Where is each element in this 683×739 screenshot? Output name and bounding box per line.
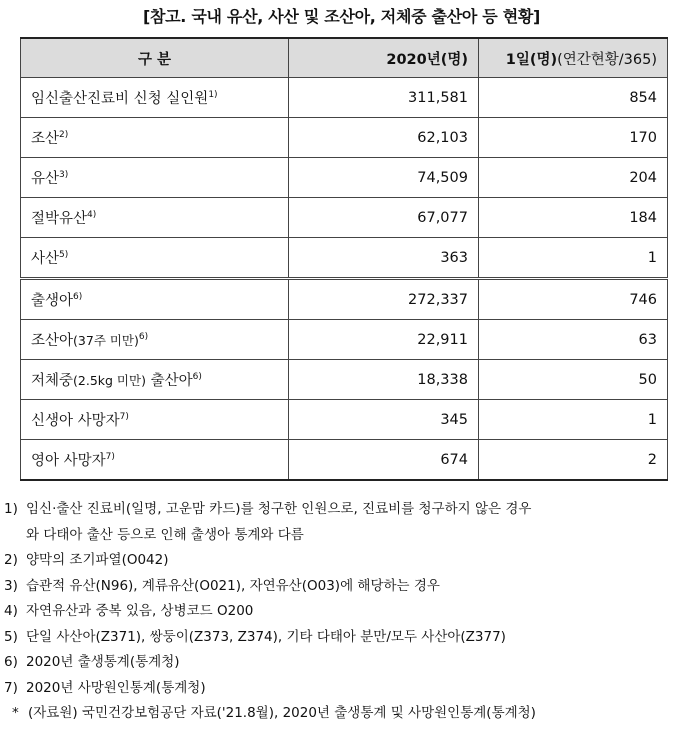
row-label: [21, 400, 289, 440]
footnote-item: [4, 701, 680, 727]
footnote-item: [4, 625, 680, 651]
footnote-text: 임신·출산 진료비(일명, 고운맘 카드)를 청구한 인원으로, 진료비를 청구하지 않은 경우: [26, 501, 532, 517]
footnote-text: 2020년 출생통계(통계청): [26, 654, 180, 670]
value-daily: 746: [479, 279, 668, 320]
row-label-text: 출생아: [31, 293, 74, 309]
table-row: [21, 440, 668, 481]
value-2020: 22,911: [289, 320, 479, 360]
footnote-text-wrap: [26, 650, 180, 676]
footnote-ref: 4): [87, 210, 97, 221]
table-row: [21, 400, 668, 440]
row-label-qualifier: (37주 미만): [73, 333, 139, 348]
footnote-text-wrap: [26, 574, 440, 600]
row-label-text: 유산: [31, 171, 60, 187]
footnote-number: 1): [4, 501, 18, 517]
footnote-item: [4, 676, 680, 702]
footnote-text-wrap: [26, 625, 506, 651]
value-2020: 62,103: [289, 118, 479, 158]
page-title: [참고. 국내 유산, 사산 및 조산아, 저체중 출산아 등 현황]: [142, 7, 541, 26]
footnote-number: 3): [4, 577, 18, 594]
value-2020: 74,509: [289, 158, 479, 198]
footnote-ref: 6): [138, 332, 149, 343]
row-label-text: 조산: [31, 131, 60, 147]
footnote-text-wrap: [26, 548, 169, 574]
row-label-text: 절박유산: [31, 211, 88, 227]
table-row: [21, 279, 668, 320]
footnote-text: (자료원) 국민건강보험공단 자료('21.8월), 2020년 출생통계 및 사망원인통계(통계청): [28, 705, 536, 721]
footnote-text: 자연유산과 중복 있음, 상병코드 O200: [26, 603, 254, 619]
value-2020: 311,581: [289, 78, 479, 118]
value-daily: 1: [479, 400, 668, 440]
row-label-text: 저체중: [31, 373, 74, 389]
table-row: [21, 118, 668, 158]
footnote-text-wrap: [26, 599, 253, 625]
value-2020: 674: [289, 440, 479, 481]
header-category: 구 분: [21, 38, 289, 78]
value-2020: 18,338: [289, 360, 479, 400]
footnote-ref: 3): [59, 170, 69, 181]
footnote-item: [4, 599, 680, 625]
table-row: [21, 198, 668, 238]
table-row: [21, 320, 668, 360]
footnote-ref: 6): [73, 292, 83, 303]
footnote-text: 2020년 사망원인통계(통계청): [26, 679, 206, 696]
footnote-text-wrap: [26, 497, 531, 548]
value-daily: 1: [479, 238, 668, 279]
footnote-item: [4, 548, 680, 574]
footnote-text-continued: 와 다태아 출산 등으로 인해 출생아 통계와 다름: [26, 526, 304, 543]
row-label: [21, 279, 289, 320]
footnote-item: [4, 497, 680, 548]
footnote-ref: 5): [59, 250, 69, 261]
row-label-text: 사산: [31, 251, 60, 267]
row-label-text: 신생아 사망자: [31, 413, 120, 429]
value-2020: 272,337: [289, 279, 479, 320]
row-label: [21, 440, 289, 481]
footnote-text: 양막의 조기파열(O042): [26, 552, 169, 568]
row-label-tail: 출산아: [145, 373, 193, 389]
stats-table: [20, 37, 668, 481]
header-daily-bold: 1일(명): [505, 51, 558, 68]
row-label: [21, 360, 289, 400]
row-label: [21, 198, 289, 238]
value-2020: 67,077: [289, 198, 479, 238]
value-2020: 363: [289, 238, 479, 279]
value-daily: 170: [479, 118, 668, 158]
footnote-ref: 7): [105, 452, 115, 463]
table-body: [21, 78, 668, 481]
row-label: [21, 320, 289, 360]
row-label: [21, 78, 289, 118]
row-label-text: 영아 사망자: [31, 453, 106, 469]
footnote-number: 2): [4, 552, 18, 568]
footnote-ref: 6): [192, 372, 202, 383]
value-daily: 50: [479, 360, 668, 400]
value-2020: 345: [289, 400, 479, 440]
footnote-number: 7): [4, 679, 18, 696]
footnote-ref: 7): [119, 412, 129, 423]
value-daily: 184: [479, 198, 668, 238]
footnote-item: [4, 650, 680, 676]
value-daily: 854: [479, 78, 668, 118]
header-daily: [479, 38, 668, 78]
footnote-number: 6): [4, 654, 18, 670]
footnote-ref: 2): [59, 130, 69, 141]
value-daily: 63: [479, 320, 668, 360]
value-daily: 2: [479, 440, 668, 481]
row-label-text: 임신출산진료비 신청 실인원: [31, 91, 209, 107]
footnote-item: [4, 574, 680, 600]
footnote-text: 습관적 유산(N96), 계류유산(O021), 자연유산(O03)에 해당하는 경우: [26, 577, 440, 594]
table-header-row: [21, 38, 668, 78]
footnotes: [4, 497, 680, 727]
row-label-qualifier: (2.5kg 미만): [73, 373, 146, 388]
footnote-text-wrap: [28, 701, 536, 727]
table-row: [21, 360, 668, 400]
table-row: [21, 78, 668, 118]
table-row: [21, 158, 668, 198]
footnote-ref: 1): [208, 90, 218, 101]
footnote-text-wrap: [26, 676, 206, 702]
table-row: [21, 238, 668, 279]
row-label: [21, 118, 289, 158]
footnote-number: 4): [4, 603, 18, 619]
row-label-text: 조산아: [31, 333, 74, 349]
footnote-number: 5): [4, 628, 18, 645]
row-label: [21, 238, 289, 279]
header-daily-light: (연간현황/365): [557, 51, 657, 68]
value-daily: 204: [479, 158, 668, 198]
header-2020: 2020년(명): [289, 38, 479, 78]
footnote-number: *: [12, 705, 19, 721]
footnote-text: 단일 사산아(Z371), 쌍둥이(Z373, Z374), 기타 다태아 분만/모두 사산아(Z377): [26, 628, 506, 645]
row-label: [21, 158, 289, 198]
